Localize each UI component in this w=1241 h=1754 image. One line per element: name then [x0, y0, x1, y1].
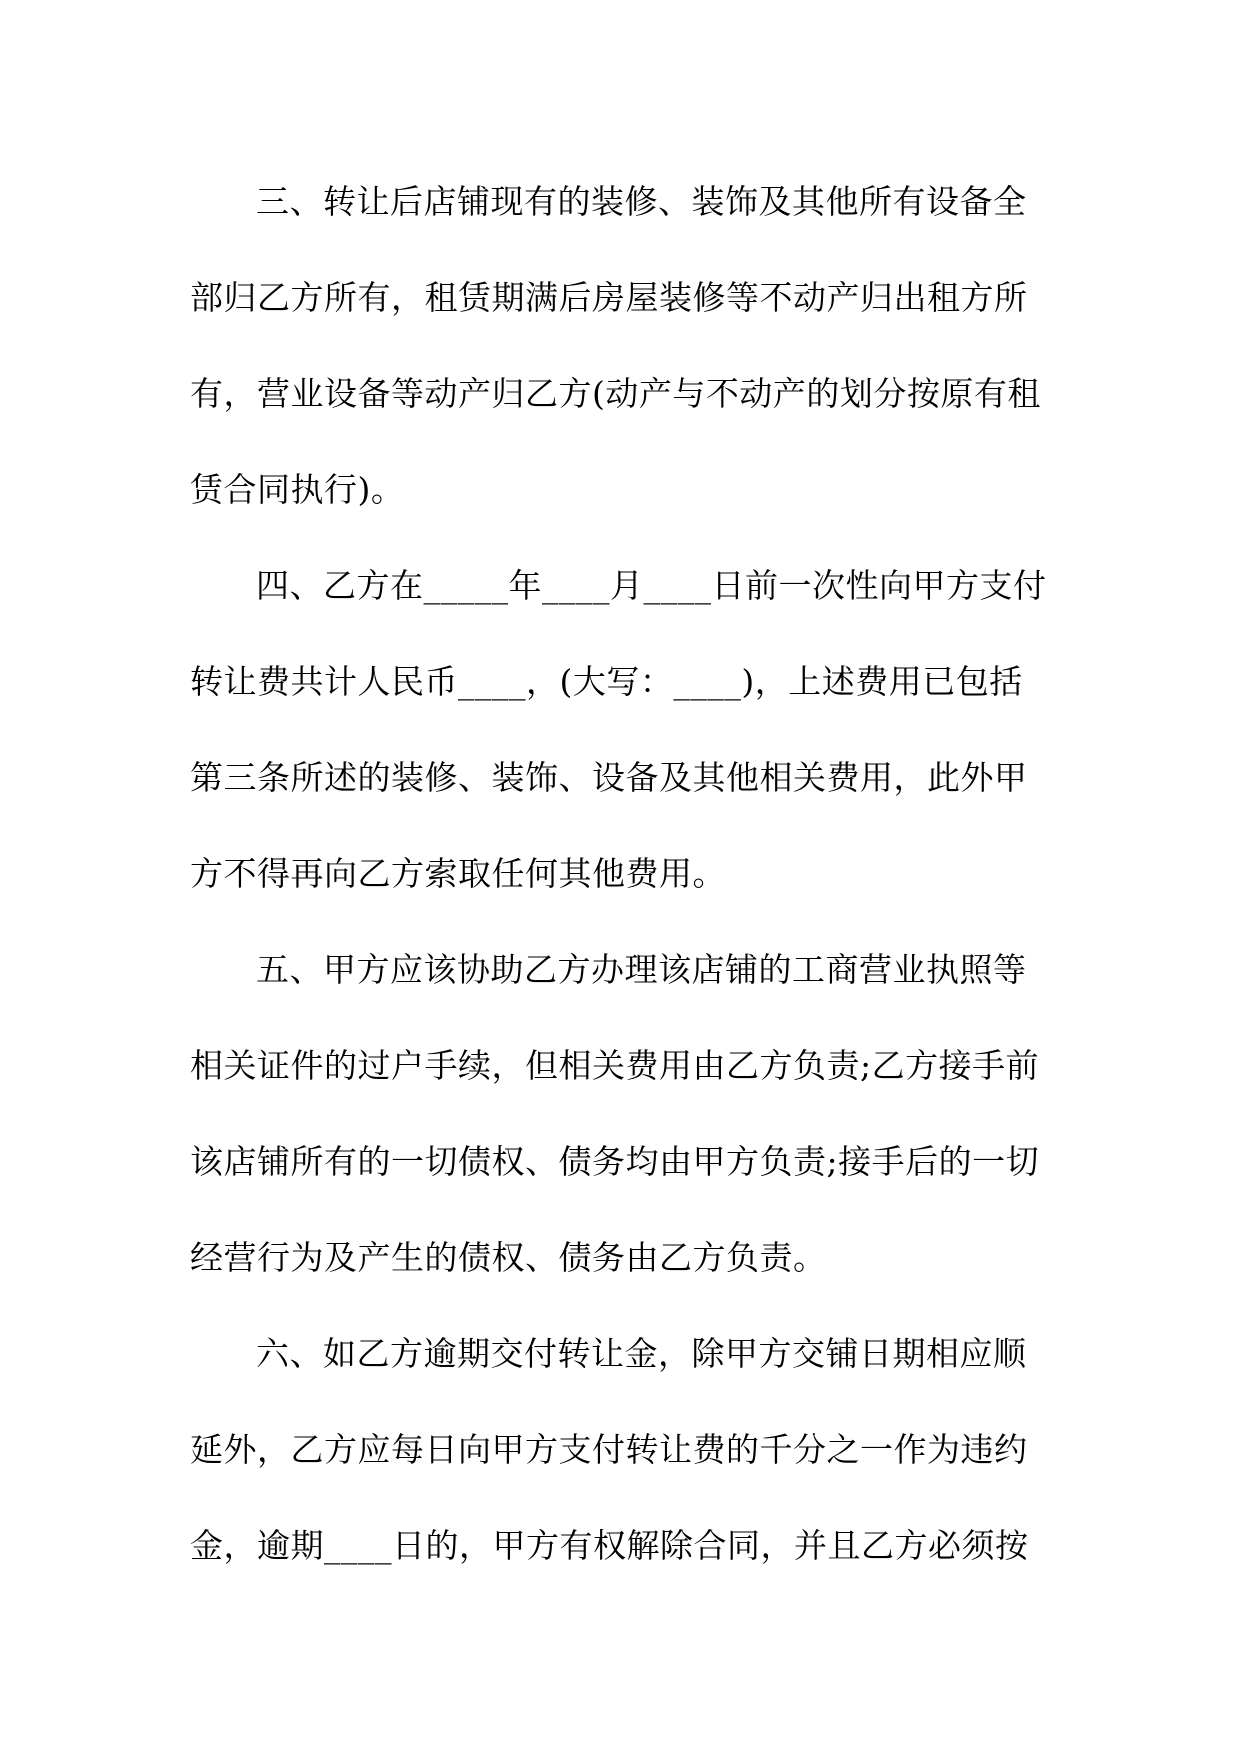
- clause-3-line-2: 部归乙方所有，租赁期满后房屋装修等不动产归出租方所: [190, 278, 1028, 317]
- clause-5-line-4: 经营行为及产生的债权、债务由乙方负责。: [190, 1238, 827, 1277]
- clause-5-line-1: 五、甲方应该协助乙方办理该店铺的工商营业执照等: [256, 950, 1027, 989]
- clause-4-line-3: 第三条所述的装修、装饰、设备及其他相关费用，此外甲: [190, 758, 1028, 797]
- clause-4-line-2: 转让费共计人民币____，(大写：____)，上述费用已包括: [190, 662, 1023, 701]
- clause-6-line-3: 金，逾期____日的，甲方有权解除合同，并且乙方必须按: [190, 1526, 1029, 1565]
- clause-3-line-3: 有，营业设备等动产归乙方(动产与不动产的划分按原有租: [190, 374, 1041, 413]
- clause-3-line-1: 三、转让后店铺现有的装修、装饰及其他所有设备全: [256, 182, 1027, 221]
- clause-6-line-1: 六、如乙方逾期交付转让金，除甲方交铺日期相应顺: [256, 1334, 1027, 1373]
- clause-3-line-4: 赁合同执行)。: [190, 470, 405, 509]
- clause-5-line-3: 该店铺所有的一切债权、债务均由甲方负责;接手后的一切: [190, 1142, 1040, 1181]
- clause-4-line-1: 四、乙方在_____年____月____日前一次性向甲方支付: [256, 566, 1047, 605]
- clause-5-line-2: 相关证件的过户手续，但相关费用由乙方负责;乙方接手前: [190, 1046, 1040, 1085]
- clause-6-line-2: 延外，乙方应每日向甲方支付转让费的千分之一作为违约: [190, 1430, 1028, 1469]
- clause-4-line-4: 方不得再向乙方索取任何其他费用。: [190, 854, 726, 893]
